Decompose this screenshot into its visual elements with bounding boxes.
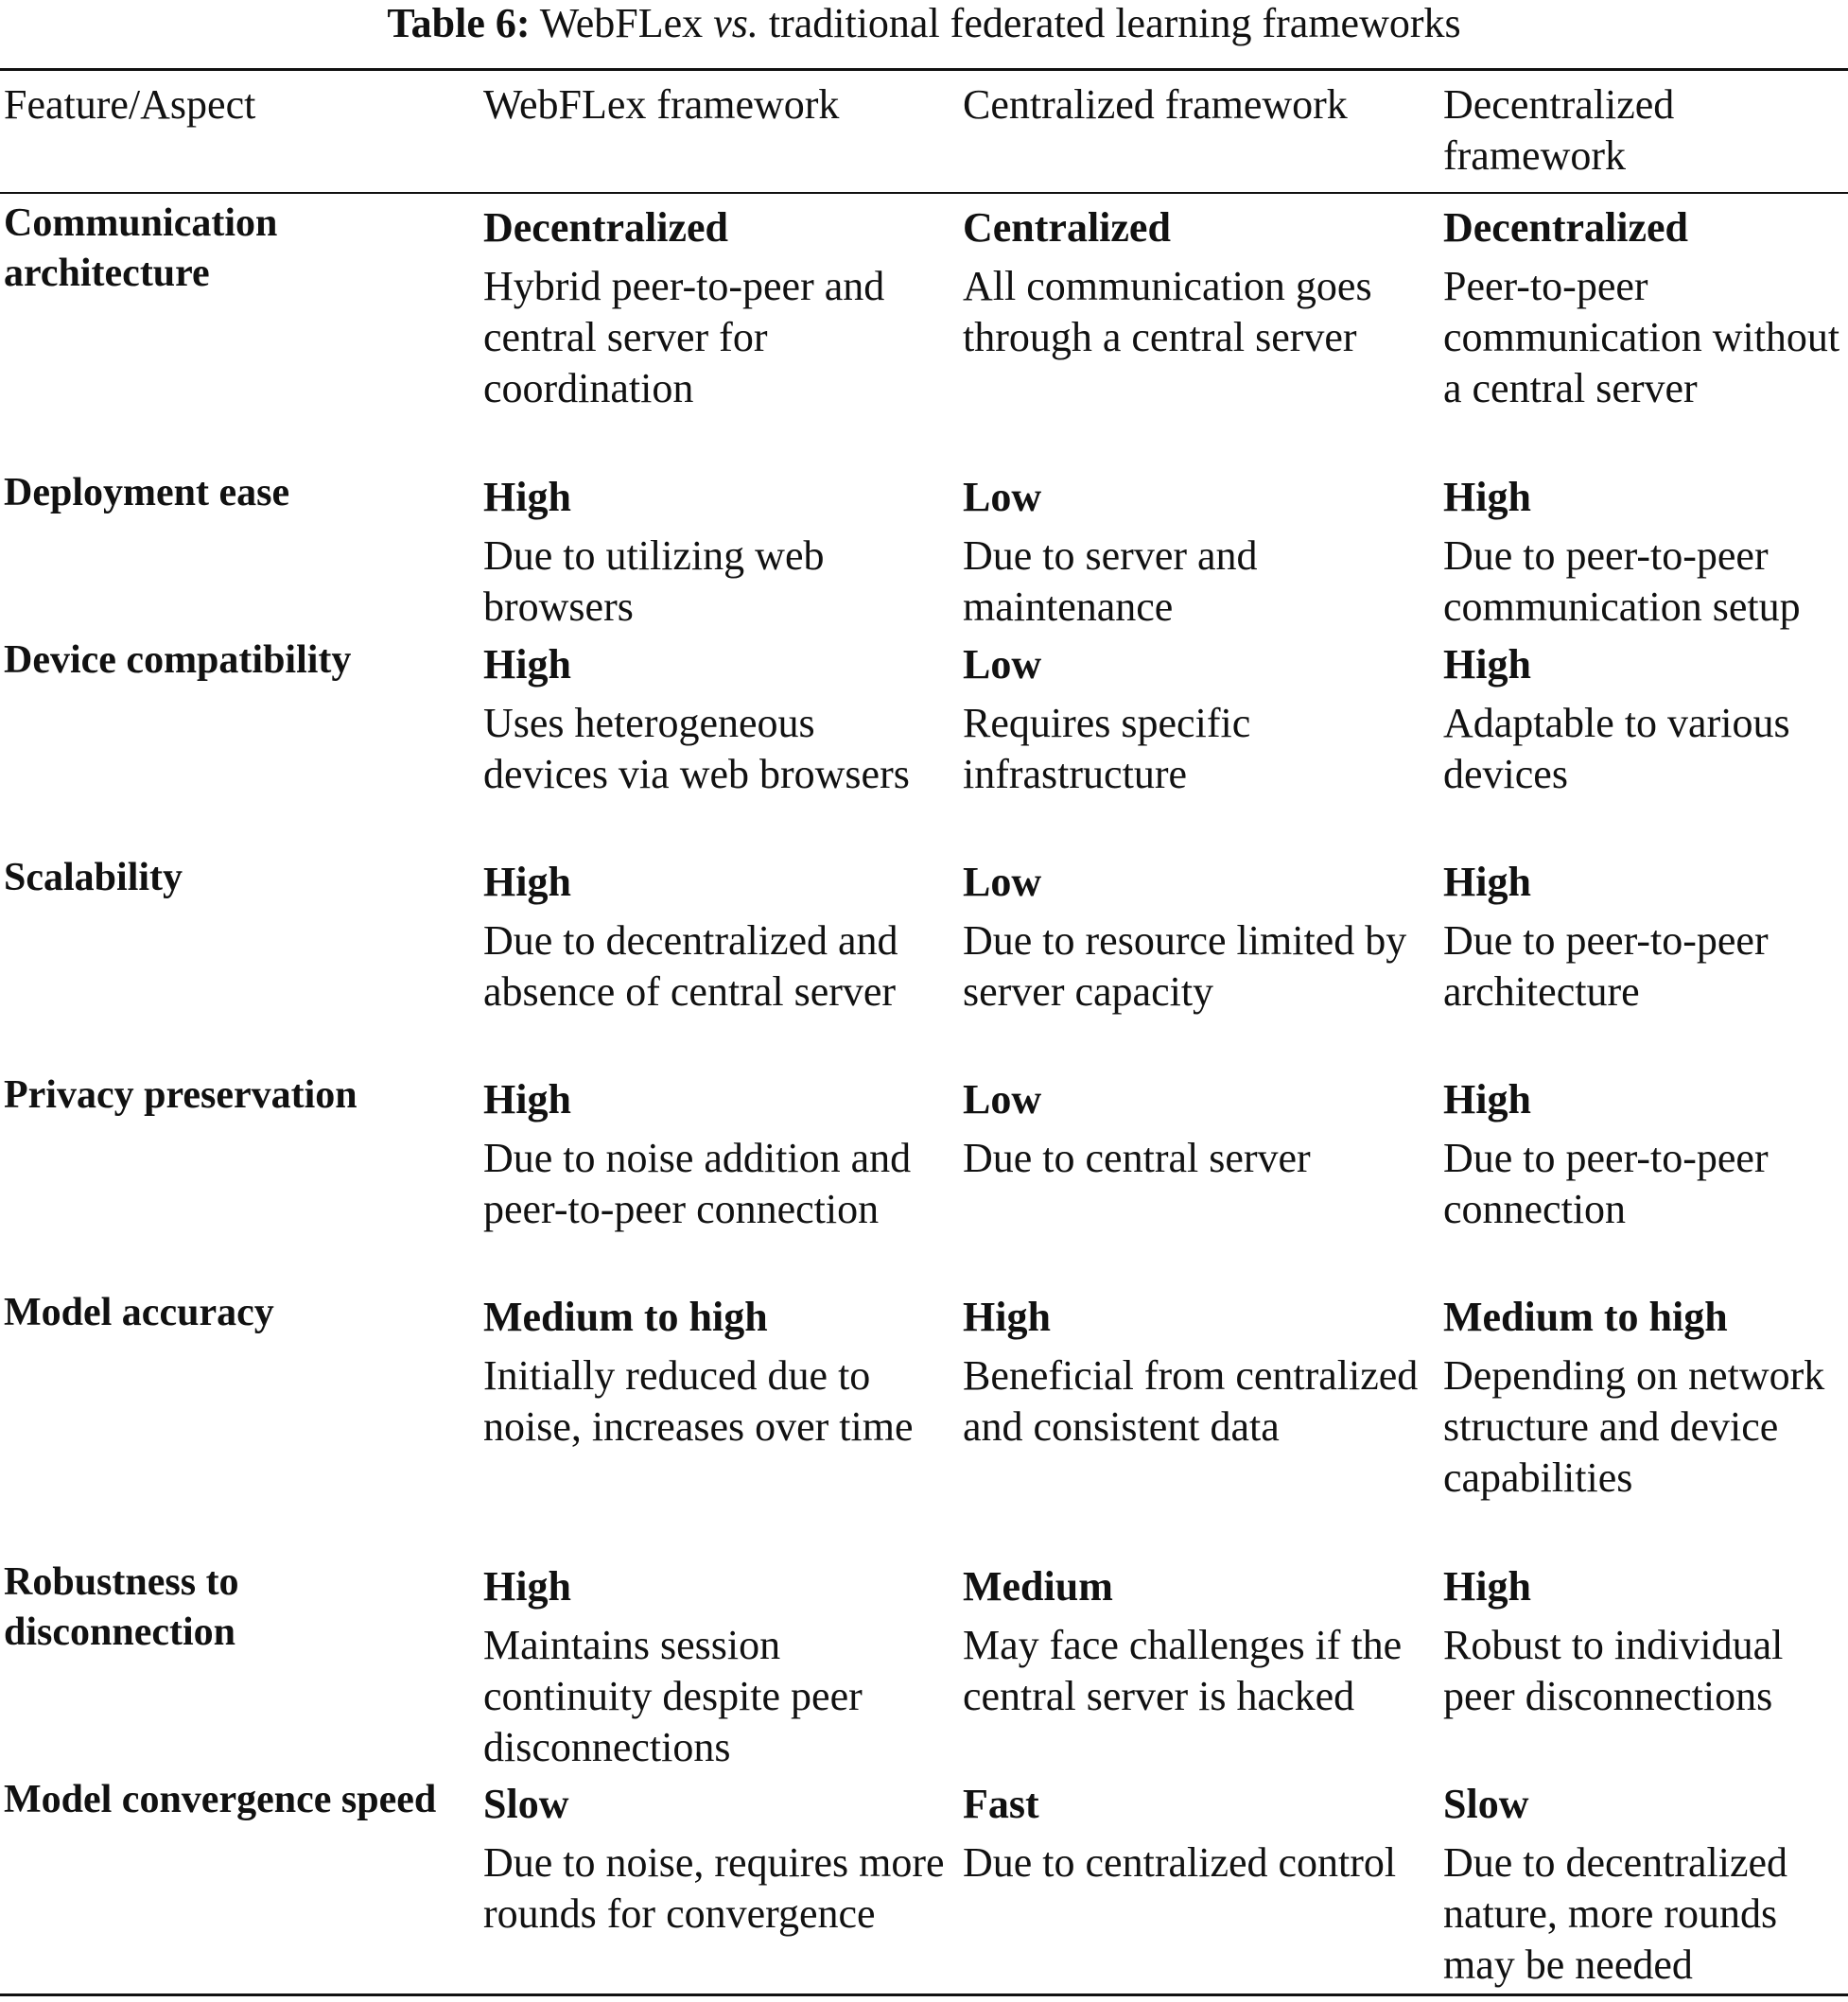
- table-cell: [483, 1558, 947, 1773]
- cell-level: High: [963, 1294, 1051, 1340]
- table-cell: [483, 1288, 947, 1453]
- cell-desc: May face challenges if the central server is hacked: [963, 1622, 1403, 1719]
- cell-level: Medium to high: [1443, 1294, 1728, 1340]
- cell-level: Low: [963, 1076, 1042, 1123]
- table-cell: [483, 199, 947, 414]
- header-decentralized: Decentralized framework: [1443, 81, 1675, 179]
- table-cell: [1443, 468, 1848, 633]
- cell-level: High: [483, 474, 571, 520]
- caption-vs: vs.: [713, 0, 758, 46]
- header-webflex: WebFLex framework: [483, 81, 840, 128]
- table-cell: [963, 1775, 1436, 1889]
- top-rule: [0, 68, 1848, 71]
- cell-level: High: [1443, 1563, 1531, 1610]
- caption-before: WebFLex: [539, 0, 704, 46]
- cell-desc: Due to peer-to-peer communication setup: [1443, 532, 1801, 630]
- cell-level: Low: [963, 474, 1042, 520]
- cell-desc: Peer-to-peer communication without a central server: [1443, 263, 1840, 411]
- caption-label: Table 6:: [387, 0, 531, 46]
- table-cell: [963, 1071, 1436, 1184]
- cell-level: Low: [963, 641, 1042, 688]
- table-cell: [483, 635, 947, 800]
- cell-desc: Hybrid peer-to-peer and central server for coordination: [483, 263, 885, 411]
- cell-desc: Adaptable to various devices: [1443, 700, 1790, 797]
- cell-level: High: [1443, 1076, 1531, 1123]
- table-cell: [963, 199, 1436, 363]
- cell-level: High: [483, 1076, 571, 1123]
- cell-desc: Due to decentralized nature, more rounds may be needed: [1443, 1839, 1788, 1988]
- row-feature: Robustness to disconnection: [4, 1560, 239, 1654]
- cell-desc: Requires specific infrastructure: [963, 700, 1251, 797]
- row-feature: Scalability: [4, 856, 183, 899]
- header-feature: Feature/Aspect: [4, 81, 256, 128]
- table-cell: [483, 1775, 947, 1940]
- table-cell: [963, 635, 1436, 800]
- row-feature: Model accuracy: [4, 1291, 274, 1334]
- cell-desc: Due to resource limited by server capacity: [963, 917, 1407, 1015]
- row-feature: Deployment ease: [4, 471, 290, 514]
- cell-level: Slow: [1443, 1781, 1529, 1827]
- caption-after: traditional federated learning frameworks: [768, 0, 1461, 46]
- table-cell: [1443, 1558, 1848, 1722]
- cell-level: Medium to high: [483, 1294, 768, 1340]
- table-cell: [1443, 1071, 1848, 1235]
- cell-desc: Due to utilizing web browsers: [483, 532, 825, 630]
- cell-level: High: [1443, 859, 1531, 905]
- row-feature: Device compatibility: [4, 638, 352, 682]
- cell-level: Fast: [963, 1781, 1039, 1827]
- table-cell: [1443, 1288, 1848, 1504]
- cell-level: High: [1443, 474, 1531, 520]
- cell-desc: Due to server and maintenance: [963, 532, 1258, 630]
- cell-level: Centralized: [963, 204, 1171, 251]
- table-cell: [1443, 635, 1848, 800]
- table-cell: [1443, 853, 1848, 1018]
- header-centralized: Centralized framework: [963, 81, 1348, 128]
- cell-desc: Due to noise addition and peer-to-peer connection: [483, 1135, 912, 1232]
- cell-desc: Uses heterogeneous devices via web browsers: [483, 700, 910, 797]
- table-cell: [483, 468, 947, 633]
- cell-desc: Beneficial from centralized and consistent data: [963, 1352, 1419, 1450]
- row-feature: Privacy preservation: [4, 1073, 357, 1117]
- cell-desc: All communication goes through a central server: [963, 263, 1372, 360]
- header-rule: [0, 192, 1848, 194]
- table-cell: [963, 1558, 1436, 1722]
- cell-level: High: [483, 1563, 571, 1610]
- table-cell: [483, 1071, 947, 1235]
- bottom-rule: [0, 1993, 1848, 1996]
- table-caption: [0, 0, 1848, 47]
- cell-level: Decentralized: [1443, 204, 1688, 251]
- table-cell: [963, 468, 1436, 633]
- table-cell: [963, 1288, 1436, 1453]
- cell-desc: Robust to individual peer disconnections: [1443, 1622, 1784, 1719]
- cell-level: Low: [963, 859, 1042, 905]
- cell-level: Slow: [483, 1781, 569, 1827]
- cell-desc: Due to peer-to-peer connection: [1443, 1135, 1769, 1232]
- cell-level: High: [1443, 641, 1531, 688]
- cell-desc: Depending on network structure and device capabilities: [1443, 1352, 1825, 1501]
- cell-desc: Due to decentralized and absence of central server: [483, 917, 898, 1015]
- cell-desc: Due to peer-to-peer architecture: [1443, 917, 1769, 1015]
- cell-level: Medium: [963, 1563, 1113, 1610]
- cell-level: High: [483, 641, 571, 688]
- cell-desc: Maintains session continuity despite peer disconnections: [483, 1622, 863, 1770]
- cell-desc: Due to centralized control: [963, 1839, 1397, 1886]
- table-cell: [483, 853, 947, 1018]
- table-cell: [1443, 199, 1848, 414]
- cell-level: Decentralized: [483, 204, 728, 251]
- row-feature: Model convergence speed: [4, 1778, 437, 1821]
- cell-desc: Due to central server: [963, 1135, 1311, 1181]
- row-feature: Communication architecture: [4, 201, 278, 295]
- cell-level: High: [483, 859, 571, 905]
- cell-desc: Initially reduced due to noise, increases over time: [483, 1352, 914, 1450]
- cell-desc: Due to noise, requires more rounds for convergence: [483, 1839, 945, 1937]
- table-cell: [1443, 1775, 1848, 1991]
- table-cell: [963, 853, 1436, 1018]
